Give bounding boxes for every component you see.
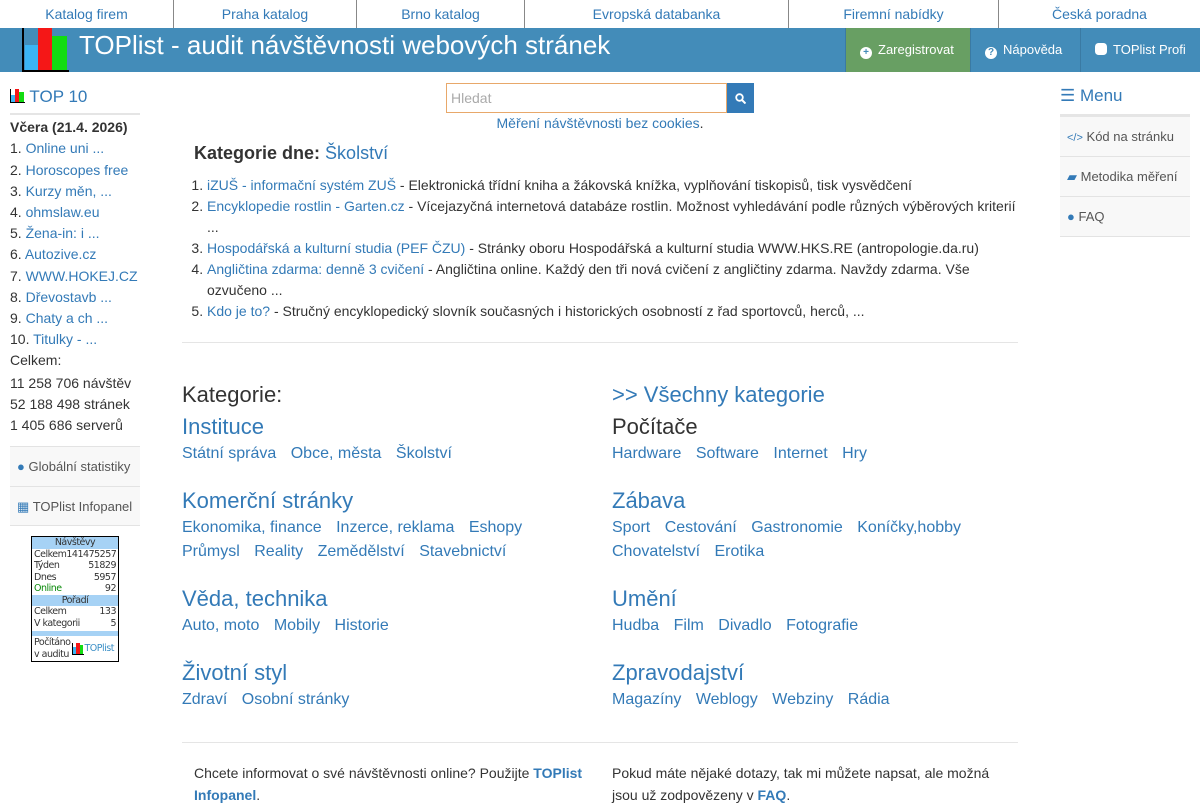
site-description: - Stručný encyklopedický slovník současných i historických osobností z řad sportovců, herců, ... xyxy=(270,303,865,319)
category-heading xyxy=(612,660,1022,686)
categories-right xyxy=(612,382,1022,734)
top10-link[interactable]: ohmslaw.eu xyxy=(25,204,100,221)
subcategory-link[interactable]: Eshopy xyxy=(468,519,523,536)
profi-button[interactable] xyxy=(1080,28,1200,72)
site-link[interactable]: Kdo je to? xyxy=(207,303,271,319)
topnav-katalog-firem[interactable]: Katalog firem xyxy=(0,0,174,28)
widget-row-value: 92 xyxy=(104,583,116,595)
subcategory-link[interactable]: Zdraví xyxy=(182,691,228,708)
search-button[interactable] xyxy=(727,83,754,113)
rank: 6. xyxy=(10,246,22,263)
top10-link[interactable]: Chaty a ch ... xyxy=(25,310,109,327)
divider xyxy=(182,342,1018,343)
category-day-list xyxy=(207,175,1022,322)
top10-item xyxy=(10,308,140,329)
category-day-item xyxy=(207,196,1022,238)
help-label: Nápověda xyxy=(1003,42,1063,57)
widget-row-label: Celkem xyxy=(34,548,67,560)
subcategory-link[interactable]: Software xyxy=(695,445,759,462)
subcategory-link[interactable]: Auto, moto xyxy=(182,617,260,634)
category-group xyxy=(182,660,592,712)
site-link[interactable]: Encyklopedie rostlin - Garten.cz xyxy=(207,198,405,214)
top10-link[interactable]: Dřevostavb ... xyxy=(25,288,112,305)
subcategory-link[interactable]: Weblogy xyxy=(695,691,758,708)
subcategory-link[interactable]: Internet xyxy=(773,445,828,462)
category-link[interactable]: Životní styl xyxy=(182,660,288,685)
top10-link[interactable]: Žena-in: i ... xyxy=(25,225,100,242)
site-title: TOPlist - audit návštěvnosti webových stránek xyxy=(79,30,611,60)
categories-title: Kategorie: xyxy=(182,382,283,407)
top10-link[interactable]: Titulky - ... xyxy=(33,331,98,348)
footer-infopanel: Chcete informovat o své návštěvnosti online? Použijte TOPlist Infopanel. xyxy=(194,765,583,803)
top10-item xyxy=(10,160,140,181)
topnav-nabidky[interactable]: Firemní nabídky xyxy=(789,0,999,28)
top10-date: Včera (21.4. 2026) xyxy=(10,119,128,136)
site-description: - Stránky oboru Hospodářská a kulturní studia WWW.HKS.RE (antropologie.da.ru) xyxy=(465,240,979,256)
subcategory-link[interactable]: Fotografie xyxy=(786,617,859,634)
top10-link[interactable]: Kurzy měn, ... xyxy=(25,182,112,199)
category-link[interactable]: Komerční stránky xyxy=(182,488,354,513)
site-link[interactable]: Hospodářská a kulturní studia (PEF ČZU) xyxy=(207,240,466,256)
right-menu xyxy=(1060,86,1190,237)
subcategory-link[interactable]: Film xyxy=(673,617,704,634)
widget-footer xyxy=(32,636,118,661)
topnav-poradna[interactable]: Česká poradna xyxy=(1052,6,1147,22)
total-servers: 1 405 686 serverů xyxy=(10,417,123,434)
category-link[interactable]: Umění xyxy=(612,586,677,611)
cookies-link[interactable]: Měření návštěvnosti bez cookies xyxy=(496,115,700,131)
subcategory-link[interactable]: Státní správa xyxy=(182,445,277,462)
category-group xyxy=(182,488,592,564)
rank: 1. xyxy=(10,140,22,157)
subcategory-link[interactable]: Ekonomika, finance xyxy=(182,519,322,536)
rank: 5. xyxy=(10,225,22,242)
menu-item-label: FAQ xyxy=(1078,209,1105,224)
top10-item xyxy=(10,181,140,202)
book-icon: ▰ xyxy=(1067,169,1077,184)
top10-item xyxy=(10,202,140,223)
subcategory-link[interactable]: Stavebnictví xyxy=(419,543,507,560)
category-day-item xyxy=(207,175,1022,196)
subcategory-link[interactable]: Divadlo xyxy=(718,617,772,634)
category-heading xyxy=(612,414,1022,440)
widget-rank-heading: Pořadí xyxy=(32,595,118,607)
subcategory-list xyxy=(182,688,592,712)
table-icon: ▦ xyxy=(17,499,30,515)
top10-heading xyxy=(10,86,140,115)
rank: 2. xyxy=(10,161,22,178)
widget-row xyxy=(32,583,118,595)
code-icon: </> xyxy=(1067,132,1083,144)
total-label: Celkem: xyxy=(10,352,62,369)
category-heading xyxy=(182,414,592,440)
left-sidebar xyxy=(10,86,140,662)
subcategory-link[interactable]: Gastronomie xyxy=(751,519,843,536)
certificate-icon xyxy=(1095,43,1107,55)
category-day-link[interactable]: Školství xyxy=(325,143,389,163)
subcategory-link[interactable]: Magazíny xyxy=(612,691,682,708)
plus-circle-icon: + xyxy=(860,47,872,59)
widget-row-value: 51829 xyxy=(88,560,116,572)
globe-icon: ● xyxy=(17,459,25,475)
global-stats-button[interactable] xyxy=(10,446,140,486)
header xyxy=(0,28,1200,72)
subcategory-list xyxy=(182,614,592,638)
subcategory-link[interactable]: Webziny xyxy=(772,691,834,708)
widget-visits-rows xyxy=(32,549,118,595)
rank: 8. xyxy=(10,288,22,305)
subcategory-list xyxy=(612,614,1022,638)
subcategory-link[interactable]: Průmysl xyxy=(182,543,240,560)
widget-row xyxy=(32,549,118,561)
widget-visits-heading: Návštěvy xyxy=(32,537,118,549)
category-link[interactable]: Zábava xyxy=(612,488,686,513)
top10-item xyxy=(10,244,140,265)
top10-item xyxy=(10,266,140,287)
toplist-logo-icon[interactable] xyxy=(19,28,69,72)
profi-label: TOPlist Profi xyxy=(1113,42,1186,57)
subcategory-link[interactable]: Inzerce, reklama xyxy=(336,519,455,536)
widget-row-label: Celkem xyxy=(34,606,67,618)
site-description: - Angličtina online. Každý den tři nová cvičení z angličtiny zdarma. Navždy zdarma. Vše ozvučeno ... xyxy=(207,261,970,298)
subcategory-list xyxy=(182,516,592,564)
subcategory-list xyxy=(612,442,1022,466)
top10-item xyxy=(10,287,140,308)
subcategory-link[interactable]: Chovatelství xyxy=(612,543,701,560)
widget-row-label: Dnes xyxy=(34,571,57,583)
search-input[interactable]: Hledat xyxy=(446,83,727,113)
category-heading xyxy=(612,586,1022,612)
category-heading xyxy=(182,586,592,612)
footer-faq: Pokud máte nějaké dotazy, tak mi můžete napsat, ale možná jsou už zodpovězeny v FAQ. xyxy=(612,765,990,803)
menu-item-label: Kód na stránku xyxy=(1086,129,1174,144)
category-heading xyxy=(182,660,592,686)
subcategory-link[interactable]: Hry xyxy=(842,445,868,462)
category-day-item xyxy=(207,259,1022,301)
widget-brand: TOPlist xyxy=(84,643,114,654)
widget-row-value: 5957 xyxy=(93,571,116,583)
top10-item xyxy=(10,138,140,159)
widget-rank-rows xyxy=(32,606,118,636)
infopanel-link[interactable]: TOPlist Infopanel xyxy=(194,765,583,803)
top10-list xyxy=(10,138,140,350)
footer-right-text: Pokud máte nějaké dotazy, tak mi můžete napsat, ale možná jsou už zodpovězeny v xyxy=(612,765,990,803)
help-button[interactable] xyxy=(970,28,1080,72)
register-button[interactable] xyxy=(845,28,970,72)
subcategory-link[interactable]: Koníčky,hobby xyxy=(857,519,962,536)
register-label: Zaregistrovat xyxy=(878,42,954,57)
top-nav xyxy=(0,0,1200,28)
subcategory-link[interactable]: Erotika xyxy=(714,543,765,560)
total-visits: 11 258 706 návštěv xyxy=(10,374,132,391)
widget-row xyxy=(32,606,118,618)
subcategory-link[interactable]: Školství xyxy=(395,445,452,462)
search-icon xyxy=(735,93,746,104)
subcategory-list xyxy=(612,516,1022,564)
category-link[interactable]: Instituce xyxy=(182,414,264,439)
subcategory-list xyxy=(182,442,592,466)
top10-link[interactable]: Autozive.cz xyxy=(24,246,97,263)
menu-item-faq[interactable] xyxy=(1060,197,1190,237)
subcategory-link[interactable]: Sport xyxy=(612,519,651,536)
site-link[interactable]: iZUŠ - informační systém ZUŠ xyxy=(207,177,397,193)
subcategory-link[interactable]: Hardware xyxy=(612,445,682,462)
rank: 9. xyxy=(10,310,22,327)
subcategory-link[interactable]: Zemědělství xyxy=(317,543,405,560)
infopanel-label: TOPlist Infopanel xyxy=(32,499,133,515)
toplist-chart-icon xyxy=(72,643,84,655)
subcategory-link[interactable]: Mobily xyxy=(273,617,321,634)
widget-row xyxy=(32,618,118,630)
global-stats-label: Globální statistiky xyxy=(28,459,131,475)
topnav-brno[interactable]: Brno katalog xyxy=(357,0,525,28)
top10-title: TOP 10 xyxy=(29,87,88,106)
widget-row xyxy=(32,572,118,584)
site-description: - Elektronická třídní kniha a žákovská knížka, vyplňování tiskopisů, tisk vysvědčení xyxy=(396,177,912,193)
topnav-evropska[interactable]: Evropská databanka xyxy=(525,0,789,28)
subcategory-link[interactable]: Historie xyxy=(334,617,389,634)
category-group xyxy=(182,414,592,466)
question-circle-icon: ● xyxy=(1067,209,1075,224)
widget-row xyxy=(32,560,118,572)
subcategory-link[interactable]: Osobní stránky xyxy=(241,691,350,708)
widget-row-label: V kategorii xyxy=(34,617,80,629)
cookies-note: Měření návštěvnosti bez cookies. xyxy=(496,115,704,131)
site-link[interactable]: Angličtina zdarma: denně 3 cvičení xyxy=(207,261,425,277)
top10-link[interactable]: Online uni ... xyxy=(25,140,105,157)
menu-item-code[interactable] xyxy=(1060,117,1190,157)
category-group xyxy=(612,414,1022,466)
subcategory-link[interactable]: Reality xyxy=(254,543,304,560)
category-heading xyxy=(182,488,592,514)
categories-left xyxy=(182,382,592,734)
widget-foot2: v auditu xyxy=(34,648,69,660)
widget-row-label: Online xyxy=(34,583,62,595)
infopanel-button[interactable] xyxy=(10,486,140,526)
top10-link[interactable]: Horoscopes free xyxy=(25,161,129,178)
top10-item xyxy=(10,223,140,244)
footer-left-text: Chcete informovat o své návštěvnosti online? Použijte xyxy=(194,765,534,781)
category-day-label: Kategorie dne: xyxy=(194,143,321,163)
category-group xyxy=(612,586,1022,638)
topnav-praha[interactable]: Praha katalog xyxy=(174,0,357,28)
category-day-item xyxy=(207,301,1022,322)
infopanel-widget[interactable] xyxy=(31,536,119,662)
menu-title: Menu xyxy=(1079,86,1123,105)
total-pages: 52 188 498 stránek xyxy=(10,395,130,412)
subcategory-link[interactable]: Obce, města xyxy=(290,445,382,462)
category-heading xyxy=(612,488,1022,514)
category-group xyxy=(182,586,592,638)
top10-link[interactable]: WWW.HOKEJ.CZ xyxy=(25,267,138,284)
top10-item xyxy=(10,329,140,350)
rank: 10. xyxy=(10,331,30,348)
rank: 7. xyxy=(10,267,22,284)
menu-icon: ☰ xyxy=(1060,86,1076,105)
question-circle-icon: ? xyxy=(985,47,997,59)
widget-foot1: Počítáno xyxy=(34,637,71,649)
toplist-chart-icon xyxy=(10,89,25,103)
category-day-item xyxy=(207,238,1022,259)
rank: 4. xyxy=(10,204,22,221)
faq-link[interactable]: FAQ xyxy=(757,787,787,803)
category-link[interactable]: Věda, technika xyxy=(182,586,328,611)
widget-row-value: 5 xyxy=(110,617,116,629)
category-of-day xyxy=(194,143,388,164)
category-group xyxy=(612,660,1022,712)
category-group xyxy=(612,488,1022,564)
widget-row-value: 133 xyxy=(99,606,116,618)
subcategory-link[interactable]: Cestování xyxy=(664,519,737,536)
widget-row-label: Týden xyxy=(34,560,60,572)
all-categories-link[interactable]: >> Všechny kategorie xyxy=(612,382,825,407)
divider xyxy=(182,742,1018,743)
category-link[interactable]: Počítače xyxy=(612,414,698,439)
rank: 3. xyxy=(10,182,22,199)
widget-row-value: 141475257 xyxy=(66,548,117,560)
menu-item-methodology[interactable] xyxy=(1060,157,1190,197)
subcategory-link[interactable]: Rádia xyxy=(847,691,890,708)
menu-item-label: Metodika měření xyxy=(1080,169,1178,184)
site-description: - Vícejazyčná internetová databáze rostlin. Možnost vyhledávání podle různých výběrových kriterií ... xyxy=(207,198,1016,235)
subcategory-list xyxy=(612,688,1022,712)
menu-heading xyxy=(1060,86,1190,117)
subcategory-link[interactable]: Hudba xyxy=(612,617,660,634)
category-link[interactable]: Zpravodajství xyxy=(612,660,745,685)
